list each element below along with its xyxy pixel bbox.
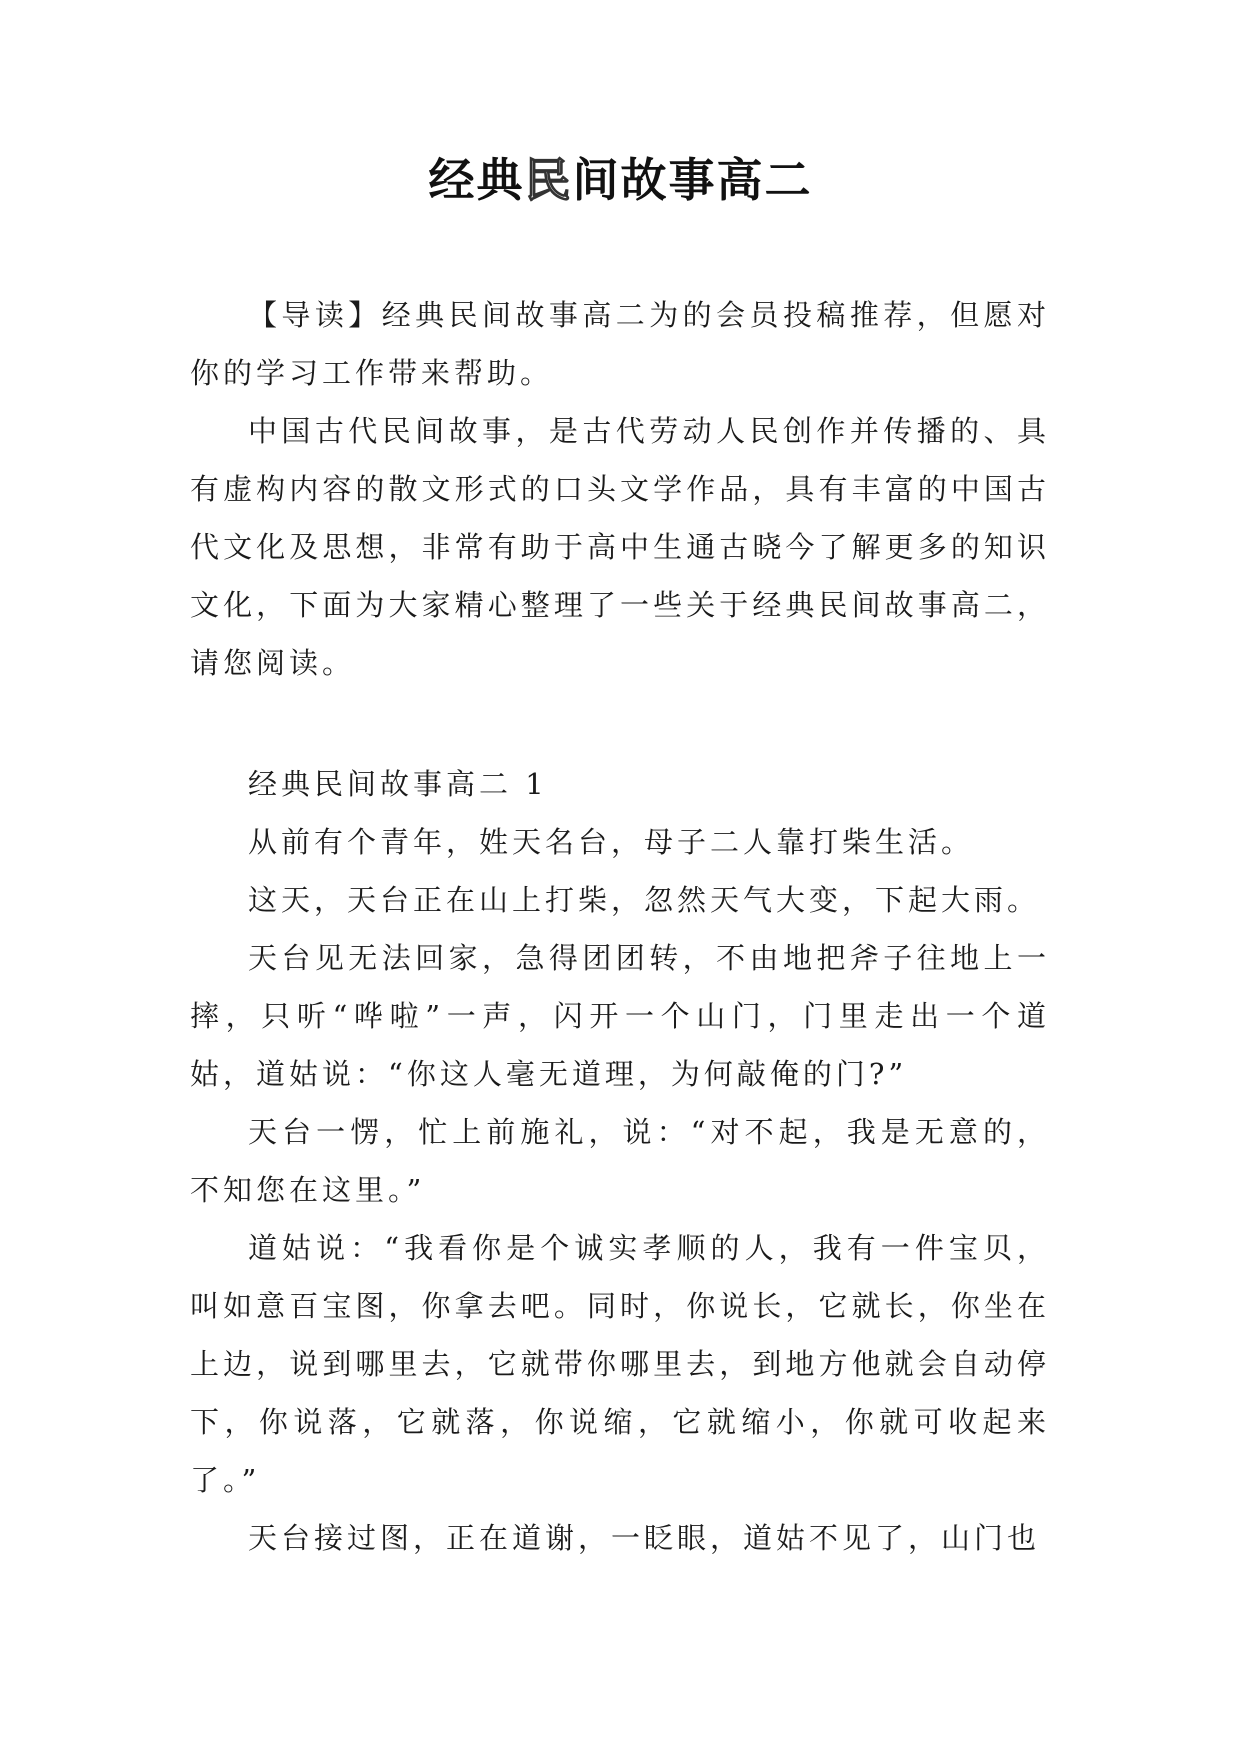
story-paragraph: 从前有个青年，姓天名台，母子二人靠打柴生活。 — [248, 825, 975, 859]
intro-paragraph: 【导读】经典民间故事高二为的会员投稿推荐，但愿对你的学习工作带来帮助。 — [190, 298, 1050, 390]
section-title: 经典民间故事高二 1 — [248, 767, 548, 801]
title-part-3: 间故事高二 — [572, 153, 813, 207]
intro-paragraph: 中国古代民间故事，是古代劳动人民创作并传播的、具有虚构内容的散文形式的口头文学作品，具有丰富的中国古代文化及思想，非常有助于高中生通古晓今了解更多的知识文化，下面为大家精心整理了一些关于经典民间故事高二，请您阅读。 — [190, 414, 1050, 680]
intro-block — [190, 286, 1050, 692]
title-part-1: 经典 — [428, 153, 525, 207]
story-paragraph: 天台接过图，正在道谢，一眨眼，道姑不见了，山门也 — [248, 1521, 1041, 1555]
story-paragraph: 天台见无法回家，急得团团转，不由地把斧子往地上一摔，只听“哗啦”一声，闪开一个山门，门里走出一个道姑，道姑说：“你这人毫无道理，为何敲俺的门?” — [190, 941, 1050, 1091]
story-section — [190, 755, 1050, 1567]
title-part-2-outlined: 民 — [524, 153, 573, 207]
document-title — [0, 150, 1241, 210]
story-paragraph: 这天，天台正在山上打柴，忽然天气大变，下起大雨。 — [248, 883, 1041, 917]
story-paragraph: 道姑说：“我看你是个诚实孝顺的人，我有一件宝贝，叫如意百宝图，你拿去吧。同时，你说长，它就长，你坐在上边，说到哪里去，它就带你哪里去，到地方他就会自动停下，你说落，它就落，你说缩，它就缩小，你就可收起来了。” — [190, 1231, 1050, 1497]
story-paragraph: 天台一愣，忙上前施礼，说：“对不起，我是无意的，不知您在这里。” — [190, 1115, 1050, 1207]
